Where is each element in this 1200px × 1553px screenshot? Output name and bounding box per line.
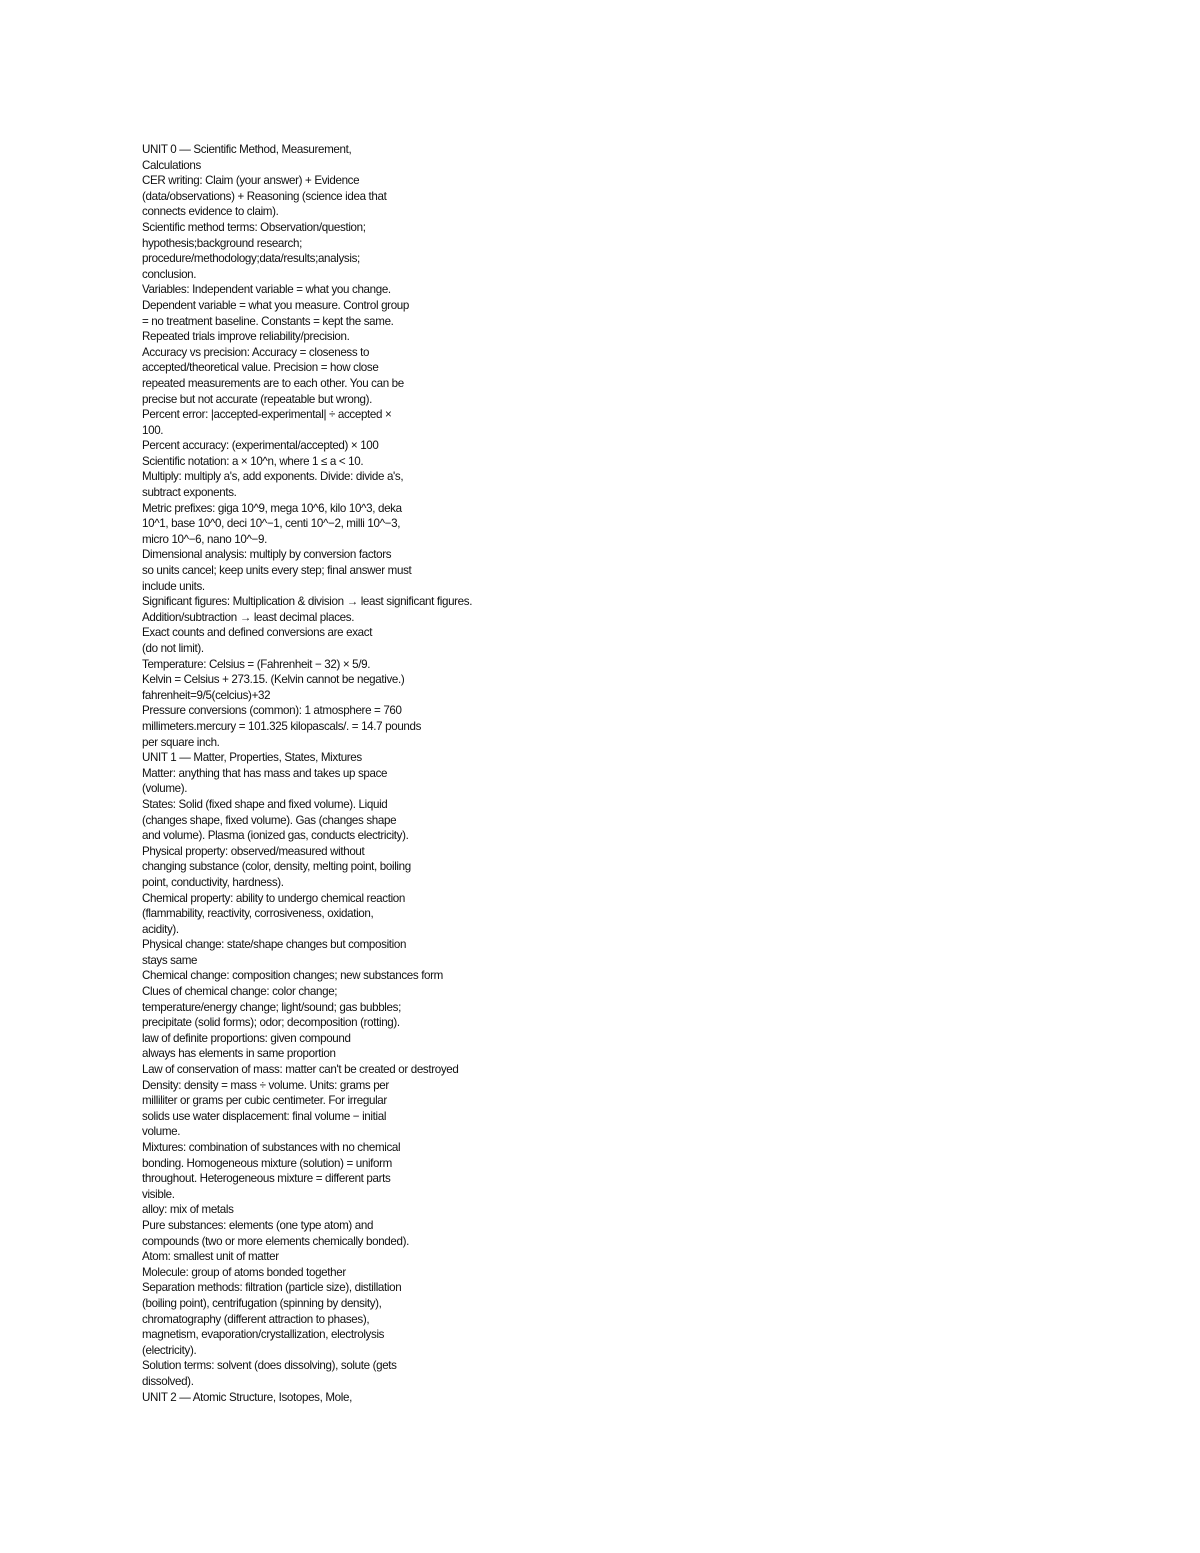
text-line: Separation methods: filtration (particle size), distillation bbox=[142, 1281, 402, 1295]
text-line: always has elements in same proportion bbox=[142, 1047, 336, 1061]
text-line: Chemical property: ability to undergo chemical reaction bbox=[142, 891, 406, 905]
text-line: 100. bbox=[142, 423, 164, 437]
text-line: Multiply: multiply a's, add exponents. Divide: divide a's, bbox=[142, 470, 404, 484]
text-line: 10^1, base 10^0, deci 10^−1, centi 10^−2, milli 10^−3, bbox=[142, 517, 401, 531]
text-line: Repeated trials improve reliability/precision. bbox=[142, 330, 350, 344]
text-line: UNIT 0 — Scientific Method, Measurement, bbox=[142, 143, 352, 156]
text-line: alloy: mix of metals bbox=[142, 1203, 234, 1217]
text-line: include units. bbox=[142, 579, 205, 593]
text-line: Significant figures: Multiplication & division → least significant figures. bbox=[142, 595, 473, 609]
text-line: visible. bbox=[142, 1187, 175, 1201]
text-line: Dimensional analysis: multiply by conversion factors bbox=[142, 548, 392, 562]
text-line: so units cancel; keep units every step; final answer must bbox=[142, 564, 412, 578]
text-line: Density: density = mass ÷ volume. Units: grams per bbox=[142, 1078, 389, 1092]
text-line: Percent error: |accepted-experimental| ÷ accepted × bbox=[142, 408, 392, 422]
text-line: magnetism, evaporation/crystallization, electrolysis bbox=[142, 1328, 385, 1342]
text-line: micro 10^−6, nano 10^−9. bbox=[142, 532, 267, 546]
text-line: (volume). bbox=[142, 782, 188, 796]
text-line: (data/observations) + Reasoning (science idea that bbox=[142, 189, 387, 203]
text-line: temperature/energy change; light/sound; gas bubbles; bbox=[142, 1000, 401, 1014]
text-line: Matter: anything that has mass and takes up space bbox=[142, 766, 388, 780]
text-line: Atom: smallest unit of matter bbox=[142, 1250, 279, 1264]
text-line: law of definite proportions: given compound bbox=[142, 1031, 351, 1045]
text-line: milliliter or grams per cubic centimeter. For irregular bbox=[142, 1094, 387, 1108]
text-line: and volume). Plasma (ionized gas, conducts electricity). bbox=[142, 829, 409, 843]
text-line: Percent accuracy: (experimental/accepted) × 100 bbox=[142, 439, 379, 453]
text-line: compounds (two or more elements chemically bonded). bbox=[142, 1234, 409, 1248]
text-line: connects evidence to claim). bbox=[142, 205, 279, 219]
text-line: Dependent variable = what you measure. Control group bbox=[142, 298, 409, 312]
text-line: Variables: Independent variable = what you change. bbox=[142, 283, 391, 297]
text-line: (changes shape, fixed volume). Gas (changes shape bbox=[142, 813, 397, 827]
text-line: Clues of chemical change: color change; bbox=[142, 985, 338, 999]
text-line: Physical property: observed/measured without bbox=[142, 844, 365, 858]
notes-text-block bbox=[142, 142, 562, 1405]
text-line: States: Solid (fixed shape and fixed volume). Liquid bbox=[142, 797, 388, 811]
text-line: Kelvin = Celsius + 273.15. (Kelvin cannot be negative.) bbox=[142, 673, 405, 687]
text-line: fahrenheit=9/5(celcius)+32 bbox=[142, 688, 271, 702]
text-line: (boiling point), centrifugation (spinning by density), bbox=[142, 1296, 382, 1310]
text-line: Solution terms: solvent (does dissolving), solute (gets bbox=[142, 1359, 397, 1373]
text-line: conclusion. bbox=[142, 267, 197, 281]
text-line: changing substance (color, density, melting point, boiling bbox=[142, 860, 411, 874]
text-line: Mixtures: combination of substances with no chemical bbox=[142, 1141, 401, 1154]
text-line: point, conductivity, hardness). bbox=[142, 875, 284, 889]
text-line: Exact counts and defined conversions are exact bbox=[142, 626, 373, 640]
text-line: Addition/subtraction → least decimal places. bbox=[142, 610, 355, 624]
text-line: subtract exponents. bbox=[142, 486, 237, 500]
text-line: dissolved). bbox=[142, 1374, 194, 1388]
text-line: repeated measurements are to each other. You can be bbox=[142, 376, 404, 390]
text-line: stays same bbox=[142, 953, 198, 967]
text-line: Scientific method terms: Observation/question; bbox=[142, 220, 366, 234]
text-line: solids use water displacement: final volume − initial bbox=[142, 1109, 387, 1123]
text-line: = no treatment baseline. Constants = kept the same. bbox=[142, 314, 394, 328]
text-line: Chemical change: composition changes; new substances form bbox=[142, 969, 443, 983]
text-line: acidity). bbox=[142, 922, 179, 936]
text-line: UNIT 1 — Matter, Properties, States, Mixtures bbox=[142, 751, 362, 765]
text-line: throughout. Heterogeneous mixture = different parts bbox=[142, 1172, 391, 1186]
text-line: (electricity). bbox=[142, 1343, 197, 1357]
text-line: Pressure conversions (common): 1 atmosphere = 760 bbox=[142, 704, 402, 718]
text-line: per square inch. bbox=[142, 735, 220, 749]
text-line: precipitate (solid forms); odor; decomposition (rotting). bbox=[142, 1016, 400, 1030]
text-line: Scientific notation: a × 10^n, where 1 ≤ a < 10. bbox=[142, 454, 364, 468]
text-line: Law of conservation of mass: matter can't be created or destroyed bbox=[142, 1063, 459, 1077]
text-line: chromatography (different attraction to phases), bbox=[142, 1312, 370, 1326]
text-line: Calculations bbox=[142, 158, 201, 172]
text-line: CER writing: Claim (your answer) + Evidence bbox=[142, 174, 360, 188]
text-line: hypothesis;background research; bbox=[142, 236, 302, 250]
text-line: accepted/theoretical value. Precision = how close bbox=[142, 361, 379, 375]
text-line: Physical change: state/shape changes but composition bbox=[142, 938, 407, 952]
text-line: UNIT 2 — Atomic Structure, Isotopes, Mole, bbox=[142, 1390, 352, 1404]
text-line: (flammability, reactivity, corrosiveness, oxidation, bbox=[142, 907, 374, 921]
text-line: millimeters.mercury = 101.325 kilopascals/. = 14.7 pounds bbox=[142, 719, 422, 733]
text-line: precise but not accurate (repeatable but wrong). bbox=[142, 392, 373, 406]
text-line: Temperature: Celsius = (Fahrenheit − 32) × 5/9. bbox=[142, 657, 371, 671]
text-line: Pure substances: elements (one type atom) and bbox=[142, 1218, 374, 1232]
text-line: Molecule: group of atoms bonded together bbox=[142, 1265, 346, 1279]
text-line: procedure/methodology;data/results;analysis; bbox=[142, 252, 360, 266]
text-line: Accuracy vs precision: Accuracy = closeness to bbox=[142, 345, 370, 359]
text-line: bonding. Homogeneous mixture (solution) = uniform bbox=[142, 1156, 392, 1170]
text-line: Metric prefixes: giga 10^9, mega 10^6, kilo 10^3, deka bbox=[142, 501, 402, 515]
text-line: volume. bbox=[142, 1125, 181, 1139]
text-line: (do not limit). bbox=[142, 642, 204, 655]
